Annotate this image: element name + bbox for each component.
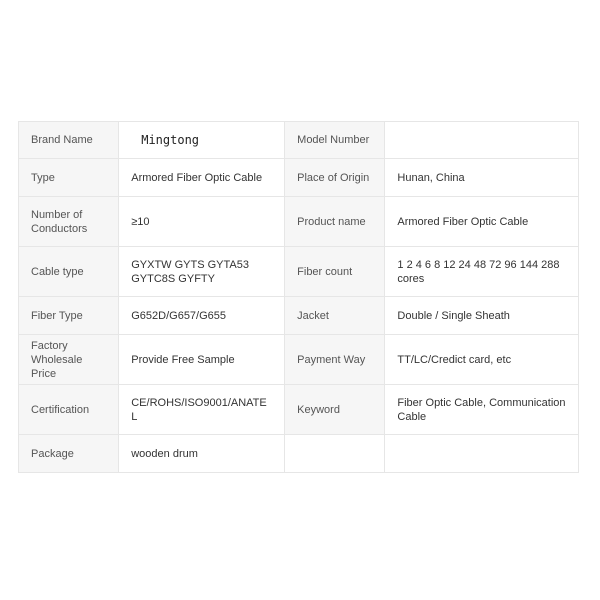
jacket-value: Double / Single Sheath [385,297,579,335]
table-row [19,297,579,335]
number-of-conductors-value: ≥10 [119,197,285,247]
type-value: Armored Fiber Optic Cable [119,159,285,197]
fiber-count-value: 1 2 4 6 8 12 24 48 72 96 144 288 cores [385,247,579,297]
product-name-label: Product name [285,197,385,247]
factory-wholesale-price-value: Provide Free Sample [119,335,285,385]
cable-type-label: Cable type [19,247,119,297]
fiber-count-label: Fiber count [285,247,385,297]
fiber-type-value: G652D/G657/G655 [119,297,285,335]
type-label: Type [19,159,119,197]
package-value: wooden drum [119,435,285,473]
place-of-origin-label: Place of Origin [285,159,385,197]
number-of-conductors-label: Number of Conductors [19,197,119,247]
package-label: Package [19,435,119,473]
keyword-value: Fiber Optic Cable, Communication Cable [385,385,579,435]
model-number-label: Model Number [285,122,385,159]
product-name-value: Armored Fiber Optic Cable [385,197,579,247]
certification-label: Certification [19,385,119,435]
table-row [19,122,579,159]
certification-value: CE/ROHS/ISO9001/ANATEL [119,385,285,435]
empty-cell [385,435,579,473]
empty-cell [285,435,385,473]
table-row [19,385,579,435]
payment-way-label: Payment Way [285,335,385,385]
model-number-value [385,122,579,159]
cable-type-value: GYXTW GYTS GYTA53 GYTC8S GYFTY [119,247,285,297]
place-of-origin-value: Hunan, China [385,159,579,197]
jacket-label: Jacket [285,297,385,335]
table-row [19,335,579,385]
payment-way-value: TT/LC/Credict card, etc [385,335,579,385]
table-row [19,435,579,473]
product-spec-table [18,121,579,473]
table-row [19,247,579,297]
brand-name-value: Mingtong [119,122,285,159]
fiber-type-label: Fiber Type [19,297,119,335]
table-row [19,159,579,197]
brand-name-label: Brand Name [19,122,119,159]
keyword-label: Keyword [285,385,385,435]
table-row [19,197,579,247]
factory-wholesale-price-label: Factory Wholesale Price [19,335,119,385]
